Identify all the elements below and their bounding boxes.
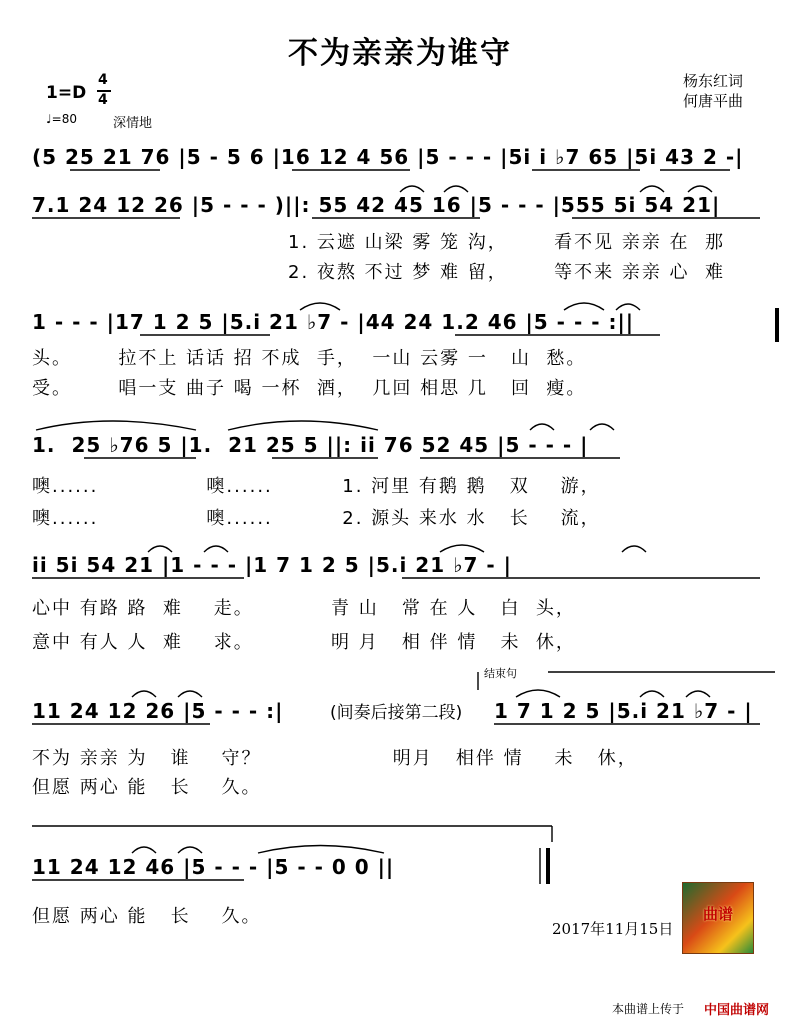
key-signature: 1=D bbox=[46, 83, 87, 103]
music-line-2: 7.1 24 12 26 |5 - - - )||: 55 42 45 16 |5 - - - |555 5i 54 21| bbox=[32, 193, 721, 217]
lyric-5-verse-1: 心中 有路 路 难 走。 青 山 常 在 人 白 头， bbox=[32, 598, 576, 619]
lyric-2-verse-1: 1. 云遮 山梁 雾 笼 沟， 看不见 亲亲 在 那 bbox=[288, 232, 725, 253]
lyric-3-verse-2: 受。 唱一支 曲子 喝 一杯 酒， 几回 相思 几 回 瘦。 bbox=[32, 378, 587, 399]
music-line-3: 1 - - - |17 1 2 5 |5.i 21 ♭7 - |44 24 1.2 46 |5 - - - :|| bbox=[32, 310, 635, 334]
lyric-6-verse-2: 但愿 两心 能 长 久。 bbox=[32, 777, 262, 798]
lyric-7: 但愿 两心 能 长 久。 bbox=[32, 906, 262, 927]
tempo-marking: ♩=80 bbox=[46, 112, 77, 126]
lyricist-credit: 杨东红词 bbox=[683, 72, 744, 90]
logo-text: 曲谱 bbox=[702, 905, 733, 923]
lyric-6-verse-1: 不为 亲亲 为 谁 守？ 明月 相伴 情 未 休， bbox=[32, 748, 638, 769]
time-signature-bottom: 4 bbox=[98, 92, 108, 108]
lyric-2-verse-2: 2. 夜熬 不过 梦 难 留， 等不来 亲亲 心 难 bbox=[288, 262, 725, 283]
expression-marking: 深情地 bbox=[113, 116, 153, 131]
music-line-1: (5 25 21 76 |5 - 5 6 |16 12 4 56 |5 - - - |5i i ♭7 65 |5i 43 2 -| bbox=[32, 145, 744, 169]
music-line-6b: 1 7 1 2 5 |5.i 21 ♭7 - | bbox=[494, 699, 753, 723]
music-line-6a: 11 24 12 26 |5 - - - :| bbox=[32, 699, 284, 723]
music-line-4: 1. 25 ♭76 5 |1. 21 25 5 ||: ii 76 52 45 |5 - - - | bbox=[32, 433, 589, 457]
time-signature-top: 4 bbox=[98, 72, 108, 88]
footer-text: 本曲谱上传于 bbox=[612, 1002, 685, 1016]
interlude-text: 间奏后接第二段 bbox=[336, 703, 456, 723]
publisher-logo bbox=[682, 882, 754, 954]
interlude-note: (间奏后接第二段) bbox=[330, 703, 463, 723]
lyric-4-verse-2: 噢...... 噢...... 2. 源头 来水 水 长 流， bbox=[32, 508, 601, 529]
ending-label: 结束句 bbox=[484, 667, 517, 680]
date-stamp: 2017年11月15日 bbox=[552, 920, 674, 938]
lyric-3-verse-1: 头。 拉不上 话话 招 不成 手， 一山 云雾 一 山 愁。 bbox=[32, 348, 587, 369]
lyric-5-verse-2: 意中 有人 人 难 求。 明 月 相 伴 情 未 休， bbox=[32, 632, 576, 653]
lyric-4-verse-1: 噢...... 噢...... 1. 河里 有鹅 鹅 双 游， bbox=[32, 476, 601, 497]
music-line-7: 11 24 12 46 |5 - - - |5 - - 0 0 || bbox=[32, 855, 395, 879]
footer-site-link[interactable]: 中国曲谱网 bbox=[704, 1003, 770, 1018]
song-title: 不为亲亲为谁守 bbox=[288, 36, 512, 71]
music-line-5: ii 5i 54 21 |1 - - - |1 7 1 2 5 |5.i 21 ♭7 - | bbox=[32, 553, 512, 577]
composer-credit: 何唐平曲 bbox=[683, 92, 744, 110]
